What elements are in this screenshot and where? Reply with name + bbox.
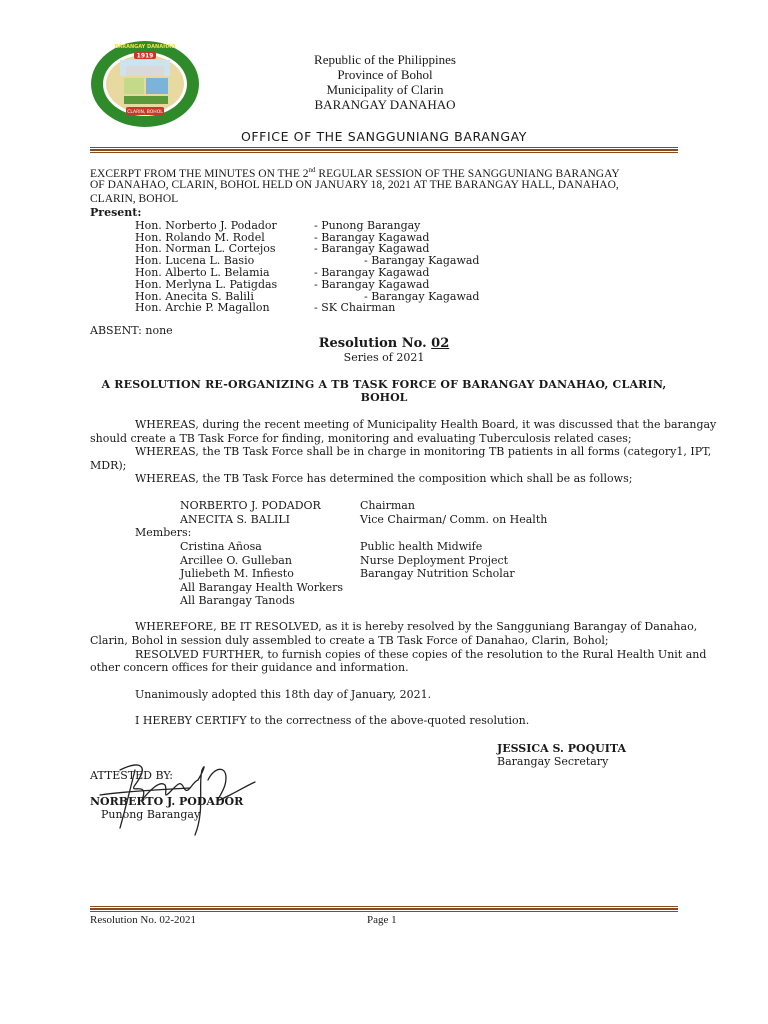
seal-year: 1919 <box>136 52 154 60</box>
member-name: Juliebeth M. Infiesto <box>180 567 294 580</box>
attested-title: Punong Barangay <box>101 808 201 821</box>
present-name: Hon. Lucena L. Basio <box>135 254 255 267</box>
signature-image <box>80 740 260 840</box>
member-role: Nurse Deployment Project <box>360 554 509 567</box>
excerpt-line-1: EXCERPT FROM THE MINUTES ON THE 2nd REGULAR SESSION OF THE SANGGUNIANG BARANGAY <box>90 166 620 180</box>
whereas-3: WHEREAS, the TB Task Force has determined the composition which shall be as follows; <box>135 472 633 485</box>
resolved-2-line-1: RESOLVED FURTHER, to furnish copies of these copies of the resolution to the Rural Health Unit and <box>135 648 707 661</box>
footer-resolution: Resolution No. 02-2021 <box>90 914 197 926</box>
whereas-1-line-2: should create a TB Task Force for finding, monitoring and evaluating Tuberculosis related cases; <box>90 432 632 445</box>
present-label: Present: <box>90 206 142 219</box>
resolved-1-line-1: WHEREFORE, BE IT RESOLVED, as it is hereby resolved by the Sangguniang Barangay of Danahao, <box>135 620 698 633</box>
present-position: - Barangay Kagawad <box>314 266 430 279</box>
present-name: Hon. Anecita S. Balili <box>135 290 254 303</box>
header-municipality: Municipality of Clarin <box>326 82 444 97</box>
secretary-title: Barangay Secretary <box>497 755 609 768</box>
present-position: - Barangay Kagawad <box>314 242 430 255</box>
whereas-2-line-1: WHEREAS, the TB Task Force shall be in charge in monitoring TB patients in all forms (category1, IPT, <box>135 445 712 458</box>
barangay-seal <box>90 40 200 128</box>
seal-bottom-text: CLARIN, BOHOL <box>127 110 163 115</box>
header-barangay: BARANGAY DANAHAO <box>314 97 456 112</box>
resolved-2-line-2: other concern offices for their guidance and information. <box>90 661 409 674</box>
present-name: Hon. Norberto J. Podador <box>135 219 277 232</box>
member-role: Public health Midwife <box>360 540 483 553</box>
resolution-number: Resolution No. 02 <box>318 336 450 351</box>
present-position: - Barangay Kagawad <box>314 231 430 244</box>
present-name: Hon. Norman L. Cortejos <box>135 242 276 255</box>
present-position: - Punong Barangay <box>314 219 421 232</box>
attested-name: NORBERTO J. PODADOR <box>90 795 244 808</box>
excerpt-line-2: OF DANAHAO, CLARIN, BOHOL HELD ON JANUARY 18, 2021 AT THE BARANGAY HALL, DANAHAO, <box>90 179 619 191</box>
resolution-title-line-1: A RESOLUTION RE-ORGANIZING A TB TASK FORCE OF BARANGAY DANAHAO, CLARIN, <box>101 378 667 391</box>
present-name: Hon. Archie P. Magallon <box>135 301 270 314</box>
header-republic: Republic of the Philippines <box>314 52 456 67</box>
attested-label: ATTESTED BY: <box>90 769 173 782</box>
officer-role: Vice Chairman/ Comm. on Health <box>360 513 548 526</box>
officer-role: Chairman <box>360 499 415 512</box>
members-label: Members: <box>135 526 192 539</box>
member-name: Cristina Añosa <box>180 540 262 553</box>
header-rule <box>90 147 678 153</box>
resolution-series: Series of 2021 <box>343 351 425 364</box>
member-name: Arcillee O. Gulleban <box>180 554 292 567</box>
resolution-title-line-2: BOHOL <box>360 391 408 404</box>
resolved-1-line-2: Clarin, Bohol in session duly assembled to create a TB Task Force of Danahao, Clarin, Bohol; <box>90 634 609 647</box>
present-name: Hon. Alberto L. Belamia <box>135 266 270 279</box>
present-name: Hon. Merlyna L. Patigdas <box>135 278 278 291</box>
seal-top-text: BARANGAY DANAHAO <box>114 44 176 50</box>
excerpt-line-3: CLARIN, BOHOL <box>90 193 179 205</box>
header-province: Province of Bohol <box>337 67 433 82</box>
secretary-name: JESSICA S. POQUITA <box>497 742 627 755</box>
adopted-line: Unanimously adopted this 18th day of January, 2021. <box>135 688 432 701</box>
footer-rule <box>90 906 678 912</box>
member-name: All Barangay Health Workers <box>180 581 344 594</box>
whereas-1-line-1: WHEREAS, during the recent meeting of Municipality Health Board, it was discussed that the barangay <box>135 418 717 431</box>
present-position: - SK Chairman <box>314 301 396 314</box>
present-position: - Barangay Kagawad <box>364 290 480 303</box>
office-title: OFFICE OF THE SANGGUNIANG BARANGAY <box>240 129 528 144</box>
absent-line: ABSENT: none <box>90 324 173 337</box>
officer-name: ANECITA S. BALILI <box>180 513 290 526</box>
member-name: All Barangay Tanods <box>180 594 295 607</box>
whereas-2-line-2: MDR); <box>90 459 127 472</box>
member-role: Barangay Nutrition Scholar <box>360 567 515 580</box>
present-name: Hon. Rolando M. Rodel <box>135 231 265 244</box>
officer-name: NORBERTO J. PODADOR <box>180 499 321 512</box>
present-position: - Barangay Kagawad <box>314 278 430 291</box>
footer-page-number: Page 1 <box>367 914 397 926</box>
present-position: - Barangay Kagawad <box>364 254 480 267</box>
certify-line: I HEREBY CERTIFY to the correctness of the above-quoted resolution. <box>135 714 530 727</box>
